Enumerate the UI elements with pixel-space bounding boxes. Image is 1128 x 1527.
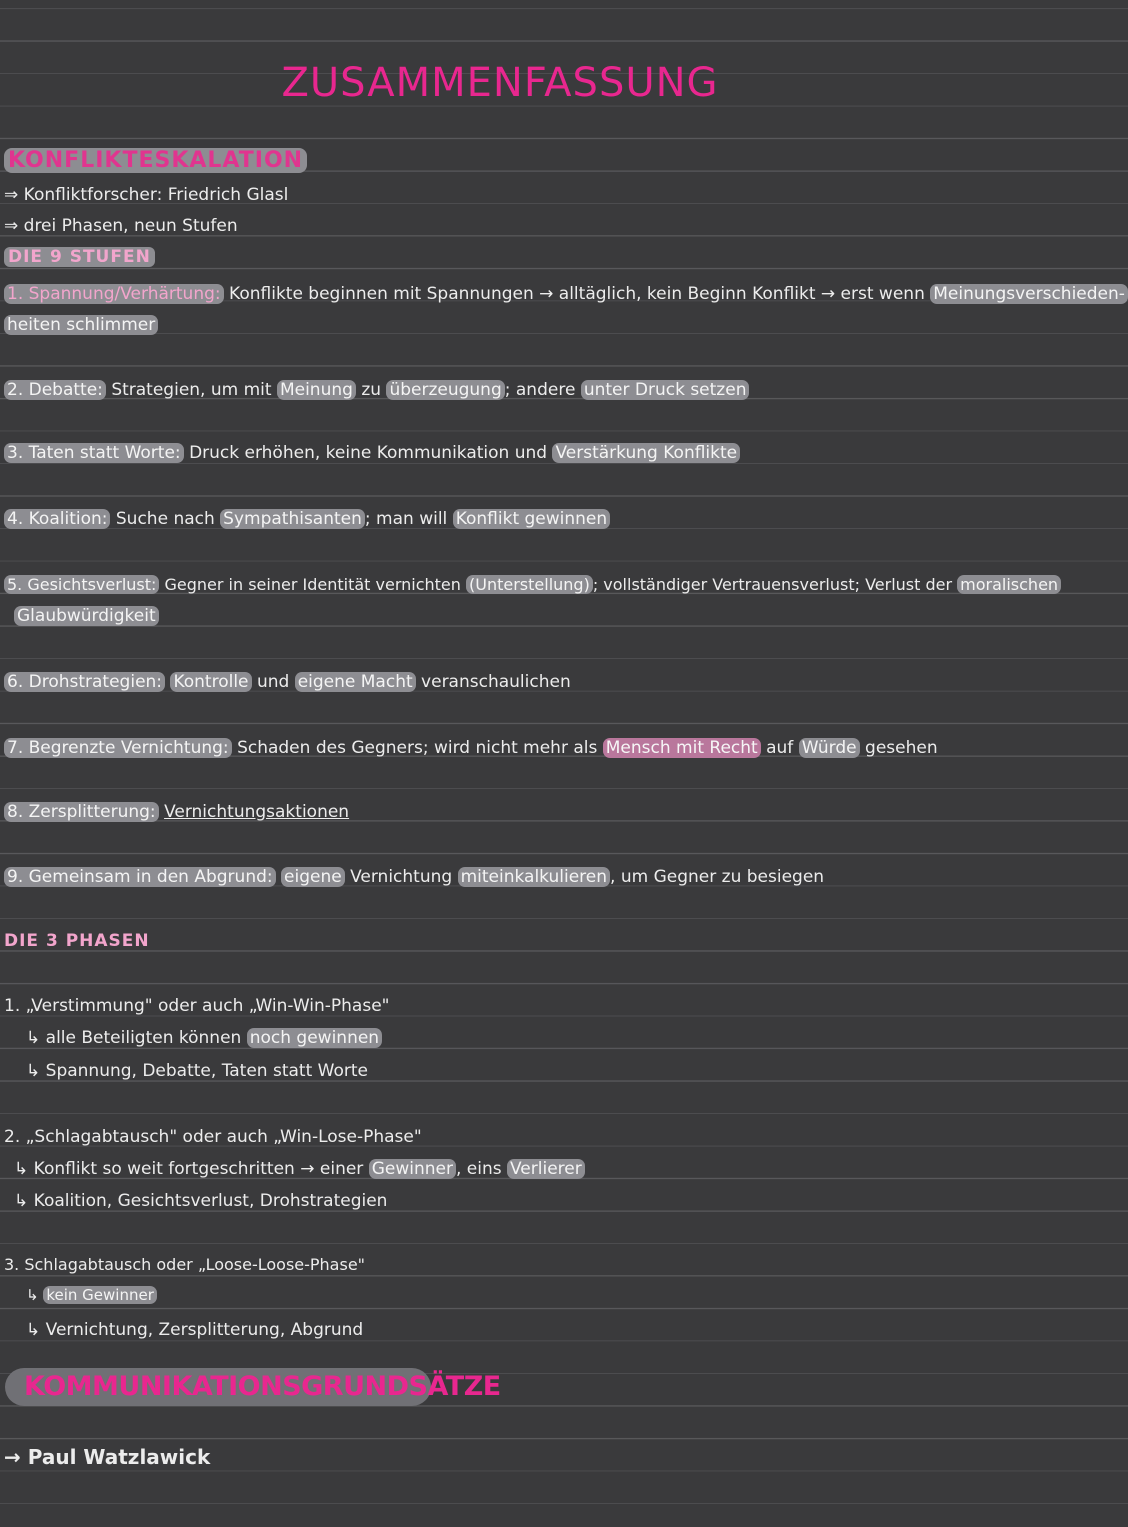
stage-2: 2. Debatte: Strategien, um mit Meinung zu überzeugung ; andere unter Druck setzen	[4, 378, 749, 402]
phase-1-point-1: ↳ alle Beteiligten können noch gewinnen	[26, 1026, 382, 1050]
bullet-watzlawick: → Paul Watzlawick	[4, 1445, 211, 1469]
section-heading-kommunikation: KOMMUNIKATIONSGRUNDSÄTZE	[24, 1371, 501, 1402]
phase-2-point-2: ↳ Koalition, Gesichtsverlust, Drohstrategien	[14, 1191, 388, 1211]
phase-3-point-2: ↳ Vernichtung, Zersplitterung, Abgrund	[26, 1320, 364, 1340]
phase-3-point-1: ↳ kein Gewinner	[26, 1283, 157, 1307]
stage-5: 5. Gesichtsverlust: Gegner in seiner Identität vernichten (Unterstellung) ; vollständiger Vertrauensverlust; Verlust der moralischen	[4, 573, 1061, 597]
section-heading-konflikteskalation: KONFLIKTESKALATION	[4, 149, 307, 174]
phase-2-title: 2. „Schlagabtausch" oder auch „Win-Lose-Phase"	[4, 1127, 422, 1147]
bullet-researcher: ⇒ Konfliktforscher: Friedrich Glasl	[4, 185, 289, 205]
page-title: ZUSAMMENFASSUNG	[281, 60, 719, 106]
bullet-phases-stages: ⇒ drei Phasen, neun Stufen	[4, 216, 238, 236]
phase-1-title: 1. „Verstimmung" oder auch „Win-Win-Phase"	[4, 996, 390, 1016]
stage-5-continued: Glaubwürdigkeit	[14, 604, 159, 628]
stage-4: 4. Koalition: Suche nach Sympathisanten ; man will Konflikt gewinnen	[4, 507, 610, 531]
stage-9: 9. Gemeinsam in den Abgrund: eigene Vernichtung miteinkalkulieren , um Gegner zu besiegen	[4, 865, 824, 889]
phase-1-point-2: ↳ Spannung, Debatte, Taten statt Worte	[26, 1061, 368, 1081]
stage-1-continued: heiten schlimmer	[4, 313, 158, 337]
stage-8: 8. Zersplitterung: Vernichtungsaktionen	[4, 800, 349, 824]
stage-7: 7. Begrenzte Vernichtung: Schaden des Gegners; wird nicht mehr als Mensch mit Recht auf Würde gesehen	[4, 736, 938, 760]
stage-3: 3. Taten statt Worte: Druck erhöhen, keine Kommunikation und Verstärkung Konflikte	[4, 441, 740, 465]
phase-2-point-1: ↳ Konflikt so weit fortgeschritten → einer Gewinner , eins Verlierer	[14, 1157, 585, 1181]
stage-1: 1. Spannung/Verhärtung: Konflikte beginnen mit Spannungen → alltäglich, kein Beginn Konflikt → erst wenn Meinungsverschieden-	[4, 282, 1128, 306]
section-heading-stages: DIE 9 STUFEN	[4, 245, 155, 269]
section-heading-phases: DIE 3 PHASEN	[4, 931, 150, 951]
phase-3-title: 3. Schlagabtausch oder „Loose-Loose-Phase"	[4, 1255, 366, 1274]
stage-6: 6. Drohstrategien: Kontrolle und eigene Macht veranschaulichen	[4, 670, 571, 694]
